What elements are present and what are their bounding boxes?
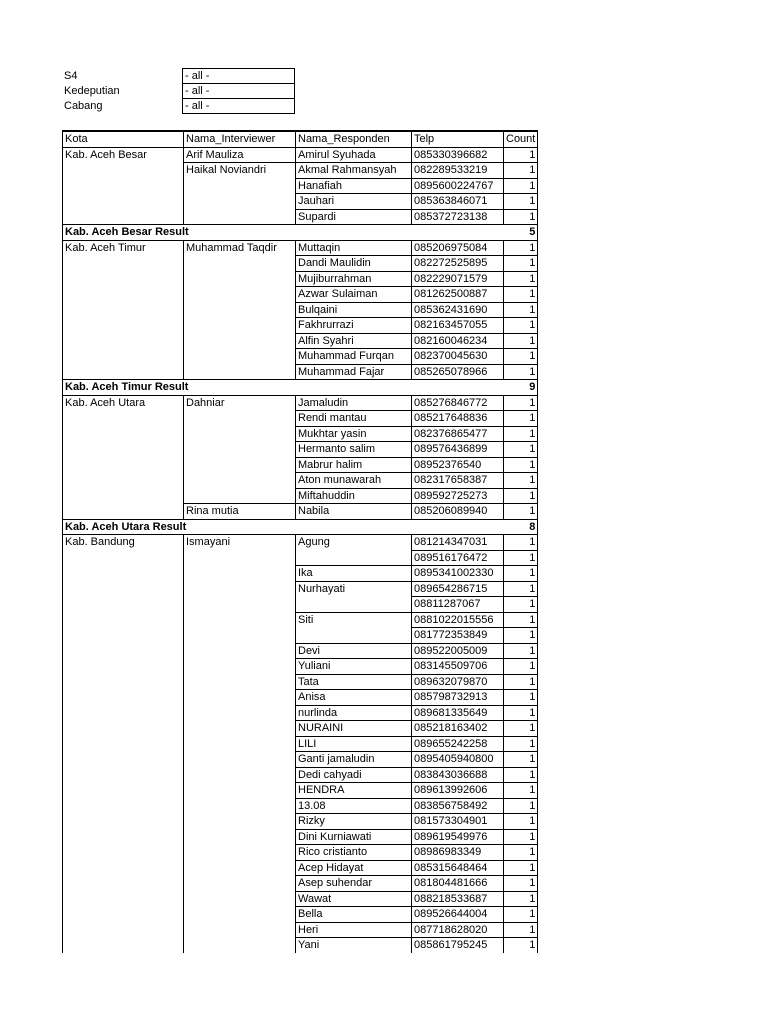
telp-cell: 085330396682 <box>412 147 504 163</box>
pivot-table-body <box>63 131 538 953</box>
header-interviewer[interactable]: Nama_Interviewer <box>184 131 296 147</box>
responden-cell: Muhammad Fajar <box>296 364 412 380</box>
group-result-label: Kab. Aceh Utara Result <box>63 519 504 535</box>
responden-cell: Dandi Maulidin <box>296 256 412 272</box>
telp-cell: 085372723138 <box>412 209 504 225</box>
responden-cell: Rizky <box>296 814 412 830</box>
responden-cell: Aton munawarah <box>296 473 412 489</box>
count-cell: 1 <box>504 736 538 752</box>
count-cell: 1 <box>504 907 538 923</box>
responden-cell: Jauhari <box>296 194 412 210</box>
group-result-count: 8 <box>504 519 538 535</box>
telp-cell: 085206975084 <box>412 240 504 256</box>
count-cell: 1 <box>504 860 538 876</box>
telp-cell: 089522005009 <box>412 643 504 659</box>
responden-cell: Rico cristianto <box>296 845 412 861</box>
telp-cell: 087718628020 <box>412 922 504 938</box>
count-cell: 1 <box>504 783 538 799</box>
telp-cell: 083145509706 <box>412 659 504 675</box>
filter-row <box>62 69 295 84</box>
telp-cell: 081573304901 <box>412 814 504 830</box>
count-cell: 1 <box>504 752 538 768</box>
telp-cell: 085276846772 <box>412 395 504 411</box>
group-result-row <box>63 519 538 535</box>
telp-cell: 085798732913 <box>412 690 504 706</box>
responden-cell: Yuliani <box>296 659 412 675</box>
telp-cell: 089632079870 <box>412 674 504 690</box>
responden-cell: Agung <box>296 535 412 566</box>
telp-cell: 089516176472 <box>412 550 504 566</box>
count-cell: 1 <box>504 535 538 551</box>
count-cell: 1 <box>504 333 538 349</box>
count-cell: 1 <box>504 178 538 194</box>
filter-value[interactable]: - all - <box>183 99 295 114</box>
filter-panel <box>62 68 295 114</box>
responden-cell: Jamaludin <box>296 395 412 411</box>
count-cell: 1 <box>504 659 538 675</box>
telp-cell: 089613992606 <box>412 783 504 799</box>
responden-cell: Tata <box>296 674 412 690</box>
telp-cell: 085362431690 <box>412 302 504 318</box>
responden-cell: Muhammad Furqan <box>296 349 412 365</box>
responden-cell: Amirul Syuhada <box>296 147 412 163</box>
responden-cell: NURAINI <box>296 721 412 737</box>
count-cell: 1 <box>504 256 538 272</box>
filter-value[interactable]: - all - <box>183 84 295 99</box>
responden-cell: Anisa <box>296 690 412 706</box>
count-cell: 1 <box>504 364 538 380</box>
filter-label: S4 <box>64 70 78 82</box>
telp-cell: 085265078966 <box>412 364 504 380</box>
header-row <box>63 131 538 147</box>
count-cell: 1 <box>504 690 538 706</box>
telp-cell: 082370045630 <box>412 349 504 365</box>
count-cell: 1 <box>504 829 538 845</box>
pivot-table <box>62 130 538 953</box>
responden-cell: Nurhayati <box>296 581 412 612</box>
telp-cell: 085363846071 <box>412 194 504 210</box>
count-cell: 1 <box>504 240 538 256</box>
responden-cell: Ganti jamaludin <box>296 752 412 768</box>
telp-cell: 081772353849 <box>412 628 504 644</box>
count-cell: 1 <box>504 411 538 427</box>
count-cell: 1 <box>504 147 538 163</box>
telp-cell: 085217648836 <box>412 411 504 427</box>
count-cell: 1 <box>504 163 538 179</box>
responden-cell: Akmal Rahmansyah <box>296 163 412 179</box>
telp-cell: 082160046234 <box>412 333 504 349</box>
count-cell: 1 <box>504 504 538 520</box>
telp-cell: 082229071579 <box>412 271 504 287</box>
telp-cell: 089681335649 <box>412 705 504 721</box>
telp-cell: 089576436899 <box>412 442 504 458</box>
count-cell: 1 <box>504 674 538 690</box>
telp-cell: 083856758492 <box>412 798 504 814</box>
telp-cell: 085206089940 <box>412 504 504 520</box>
count-cell: 1 <box>504 426 538 442</box>
interviewer-cell: Arif Mauliza <box>184 147 296 163</box>
filter-row <box>62 84 295 99</box>
telp-cell: 08952376540 <box>412 457 504 473</box>
interviewer-cell: Ismayani <box>184 535 296 953</box>
count-cell: 1 <box>504 550 538 566</box>
responden-cell: Miftahuddin <box>296 488 412 504</box>
count-cell: 1 <box>504 845 538 861</box>
header-count[interactable]: Count <box>504 131 538 147</box>
telp-cell: 082376865477 <box>412 426 504 442</box>
count-cell: 1 <box>504 922 538 938</box>
responden-cell: Hermanto salim <box>296 442 412 458</box>
interviewer-cell: Dahniar <box>184 395 296 504</box>
count-cell: 1 <box>504 705 538 721</box>
count-cell: 1 <box>504 643 538 659</box>
responden-cell: Nabila <box>296 504 412 520</box>
responden-cell: Azwar Sulaiman <box>296 287 412 303</box>
telp-cell: 083843036688 <box>412 767 504 783</box>
responden-cell: Devi <box>296 643 412 659</box>
responden-cell: Bella <box>296 907 412 923</box>
responden-cell: Mabrur halim <box>296 457 412 473</box>
count-cell: 1 <box>504 597 538 613</box>
telp-cell: 089655242258 <box>412 736 504 752</box>
responden-cell: Fakhrurrazi <box>296 318 412 334</box>
telp-cell: 085861795245 <box>412 938 504 953</box>
count-cell: 1 <box>504 798 538 814</box>
count-cell: 1 <box>504 271 538 287</box>
table-row <box>63 147 538 163</box>
interviewer-cell: Haikal Noviandri <box>184 163 296 225</box>
telp-cell: 082163457055 <box>412 318 504 334</box>
responden-cell: Ika <box>296 566 412 582</box>
kota-cell: Kab. Aceh Timur <box>63 240 184 380</box>
responden-cell: Muttaqin <box>296 240 412 256</box>
telp-cell: 0881022015556 <box>412 612 504 628</box>
count-cell: 1 <box>504 488 538 504</box>
count-cell: 1 <box>504 395 538 411</box>
responden-cell: Dedi cahyadi <box>296 767 412 783</box>
kota-cell: Kab. Bandung <box>63 535 184 953</box>
group-result-count: 9 <box>504 380 538 396</box>
filter-rows <box>62 69 295 114</box>
responden-cell: Alfin Syahri <box>296 333 412 349</box>
count-cell: 1 <box>504 938 538 953</box>
kota-cell: Kab. Aceh Utara <box>63 395 184 519</box>
group-result-label: Kab. Aceh Besar Result <box>63 225 504 241</box>
responden-cell: Mukhtar yasin <box>296 426 412 442</box>
table-row <box>63 240 538 256</box>
responden-cell: nurlinda <box>296 705 412 721</box>
telp-cell: 0895600224767 <box>412 178 504 194</box>
telp-cell: 085315648464 <box>412 860 504 876</box>
telp-cell: 08811287067 <box>412 597 504 613</box>
telp-cell: 082317658387 <box>412 473 504 489</box>
responden-cell: Bulqaini <box>296 302 412 318</box>
group-result-row <box>63 380 538 396</box>
count-cell: 1 <box>504 814 538 830</box>
count-cell: 1 <box>504 209 538 225</box>
count-cell: 1 <box>504 767 538 783</box>
telp-cell: 082289533219 <box>412 163 504 179</box>
count-cell: 1 <box>504 442 538 458</box>
count-cell: 1 <box>504 566 538 582</box>
responden-cell: LILI <box>296 736 412 752</box>
filter-label: Cabang <box>64 100 103 112</box>
interviewer-cell: Muhammad Taqdir <box>184 240 296 380</box>
telp-cell: 08986983349 <box>412 845 504 861</box>
group-result-count: 5 <box>504 225 538 241</box>
responden-cell: Rendi mantau <box>296 411 412 427</box>
telp-cell: 082272525895 <box>412 256 504 272</box>
filter-label: Kedeputian <box>64 85 120 97</box>
telp-cell: 085218163402 <box>412 721 504 737</box>
header-telp[interactable]: Telp <box>412 131 504 147</box>
telp-cell: 081262500887 <box>412 287 504 303</box>
filter-row <box>62 99 295 114</box>
count-cell: 1 <box>504 581 538 597</box>
kota-cell: Kab. Aceh Besar <box>63 147 184 225</box>
telp-cell: 089592725273 <box>412 488 504 504</box>
header-kota[interactable]: Kota <box>63 131 184 147</box>
count-cell: 1 <box>504 721 538 737</box>
telp-cell: 081804481666 <box>412 876 504 892</box>
responden-cell: 13.08 <box>296 798 412 814</box>
count-cell: 1 <box>504 628 538 644</box>
responden-cell: Dini Kurniawati <box>296 829 412 845</box>
telp-cell: 0895341002330 <box>412 566 504 582</box>
count-cell: 1 <box>504 891 538 907</box>
telp-cell: 089619549976 <box>412 829 504 845</box>
telp-cell: 089526644004 <box>412 907 504 923</box>
responden-cell: Siti <box>296 612 412 643</box>
count-cell: 1 <box>504 349 538 365</box>
responden-cell: Heri <box>296 922 412 938</box>
count-cell: 1 <box>504 457 538 473</box>
count-cell: 1 <box>504 318 538 334</box>
telp-cell: 081214347031 <box>412 535 504 551</box>
telp-cell: 088218533687 <box>412 891 504 907</box>
responden-cell: Wawat <box>296 891 412 907</box>
table-row <box>63 535 538 551</box>
header-responden[interactable]: Nama_Responden <box>296 131 412 147</box>
count-cell: 1 <box>504 302 538 318</box>
count-cell: 1 <box>504 194 538 210</box>
responden-cell: Hanafiah <box>296 178 412 194</box>
group-result-label: Kab. Aceh Timur Result <box>63 380 504 396</box>
count-cell: 1 <box>504 876 538 892</box>
responden-cell: Asep suhendar <box>296 876 412 892</box>
responden-cell: Yani <box>296 938 412 953</box>
interviewer-cell: Rina mutia <box>184 504 296 520</box>
filter-value[interactable]: - all - <box>183 69 295 84</box>
responden-cell: HENDRA <box>296 783 412 799</box>
telp-cell: 089654286715 <box>412 581 504 597</box>
count-cell: 1 <box>504 287 538 303</box>
responden-cell: Supardi <box>296 209 412 225</box>
table-row <box>63 395 538 411</box>
count-cell: 1 <box>504 473 538 489</box>
responden-cell: Acep Hidayat <box>296 860 412 876</box>
count-cell: 1 <box>504 612 538 628</box>
responden-cell: Mujiburrahman <box>296 271 412 287</box>
group-result-row <box>63 225 538 241</box>
telp-cell: 0895405940800 <box>412 752 504 768</box>
